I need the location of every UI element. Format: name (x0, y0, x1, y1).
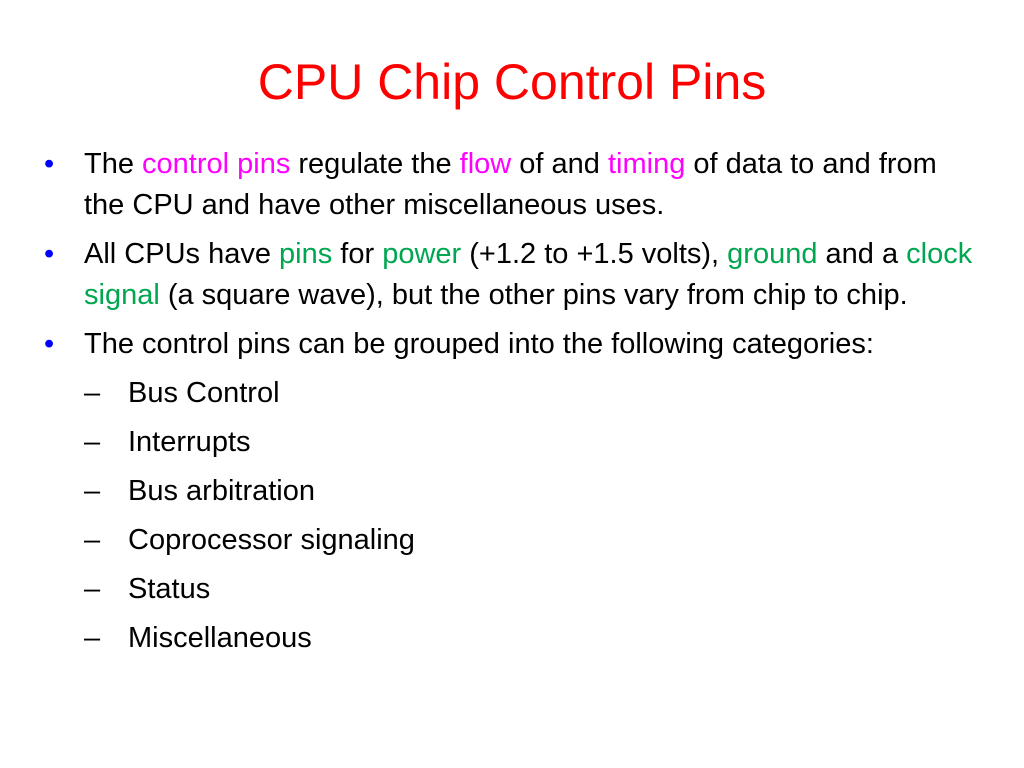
sub-list-item (84, 373, 984, 414)
highlight-term: flow (459, 148, 512, 180)
text-segment: (a square wave), but the other pins vary from chip to chip. (159, 279, 908, 311)
sub-bullet-marker: – (84, 573, 101, 605)
sub-list-item (84, 618, 984, 659)
text-segment: The (84, 148, 143, 180)
highlight-term: pins (279, 238, 333, 270)
bullet-text (84, 328, 874, 360)
sub-bullet-marker: – (84, 426, 101, 458)
sub-item-text: Coprocessor signaling (128, 524, 415, 556)
highlight-term: timing (607, 148, 686, 180)
highlight-term: control pins (142, 148, 291, 180)
text-segment: (+1.2 to +1.5 volts), (461, 238, 728, 270)
sub-bullet-marker: – (84, 475, 101, 507)
text-segment: for (332, 238, 383, 270)
sub-item-text: Bus Control (128, 377, 280, 409)
highlight-term: power (382, 238, 462, 270)
sub-item-text: Bus arbitration (128, 475, 315, 507)
sub-list-item (84, 471, 984, 512)
sub-bullet-marker: – (84, 524, 101, 556)
text-segment: regulate the (290, 148, 460, 180)
bullet-list (44, 144, 984, 667)
slide-title: CPU Chip Control Pins (257, 54, 767, 110)
sub-list-item (84, 520, 984, 561)
highlight-term: clock signal (84, 238, 973, 311)
text-segment: of and (511, 148, 608, 180)
bullet-marker: • (44, 148, 55, 180)
sub-bullet-marker: – (84, 622, 101, 654)
bullet-marker: • (44, 238, 55, 270)
text-segment: and a (817, 238, 907, 270)
highlight-term: ground (727, 238, 818, 270)
sub-item-text: Status (128, 573, 211, 605)
bullet-item (44, 324, 984, 659)
text-segment: All CPUs have (84, 238, 280, 270)
text-segment: The control pins can be grouped into the following categories: (84, 328, 874, 360)
bullet-item (44, 144, 984, 226)
sub-item-text: Miscellaneous (128, 622, 312, 654)
text-segment: of data to and from the CPU and have other miscellaneous uses. (84, 148, 937, 221)
bullet-item (44, 234, 984, 316)
sub-list (84, 373, 984, 659)
sub-list-item (84, 569, 984, 610)
sub-list-item (84, 422, 984, 463)
bullet-text (84, 238, 972, 311)
sub-bullet-marker: – (84, 377, 101, 409)
bullet-marker: • (44, 328, 55, 360)
bullet-text (84, 148, 937, 221)
sub-item-text: Interrupts (128, 426, 251, 458)
